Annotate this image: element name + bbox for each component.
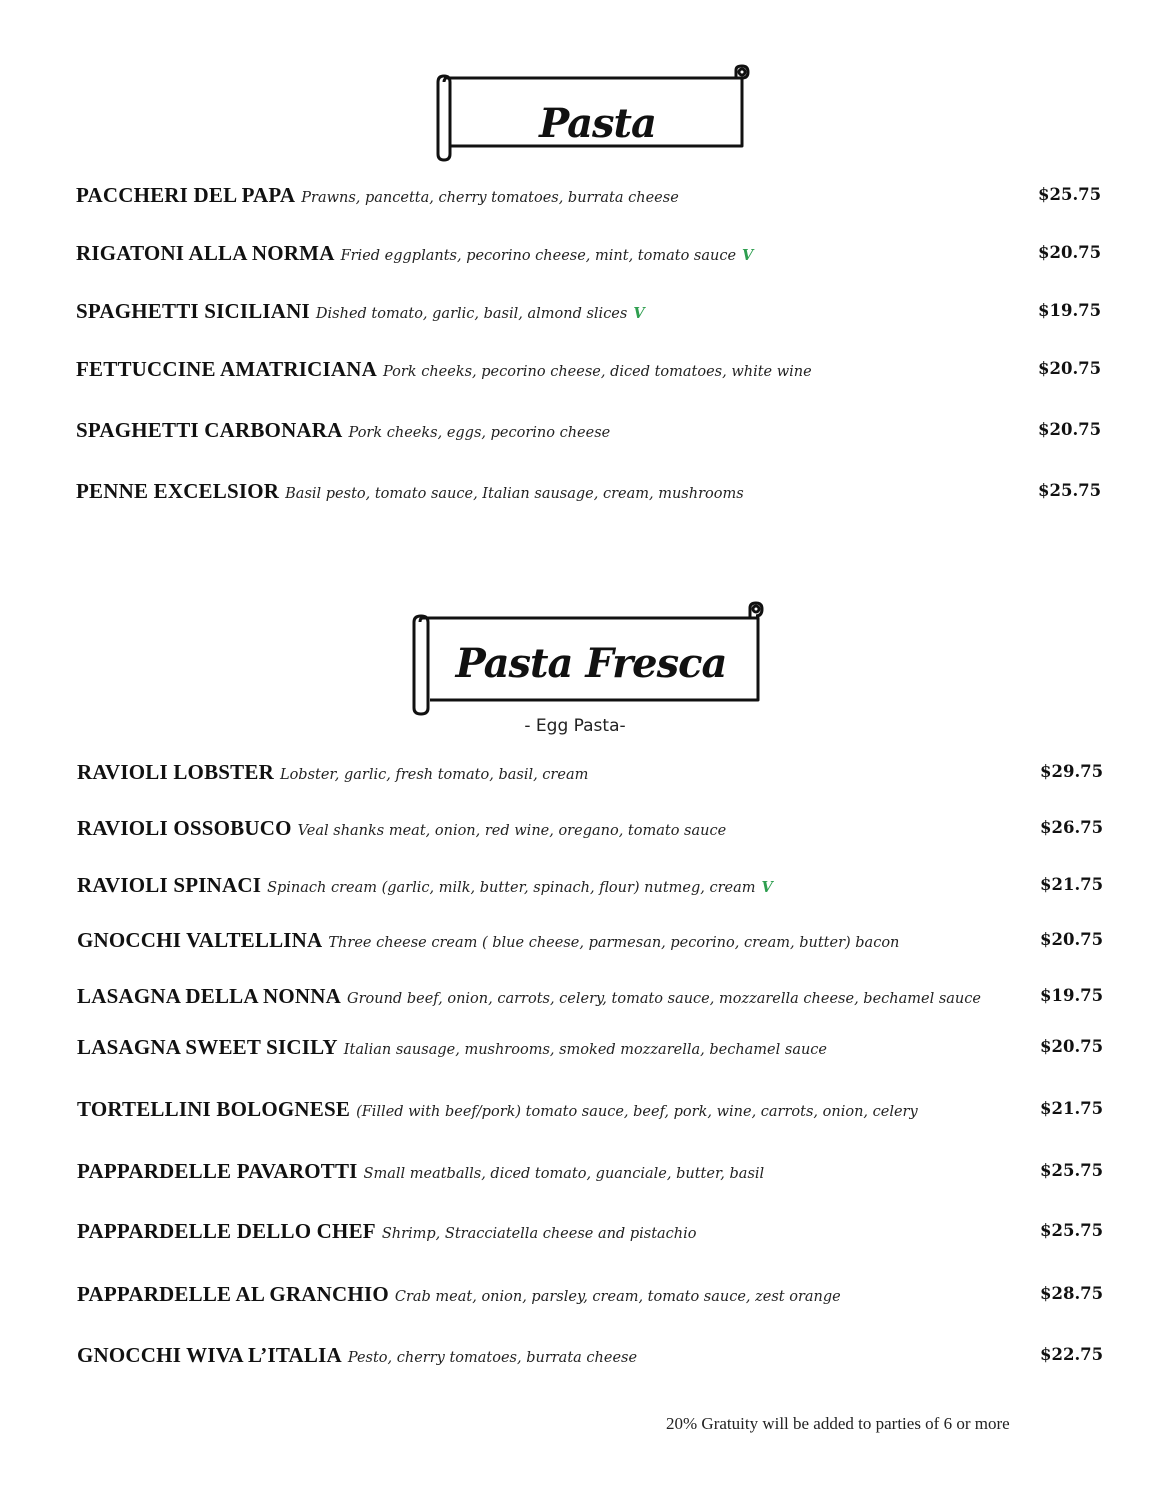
menu-item-description: Shrimp, Stracciatella cheese and pistachio [381,1226,697,1242]
menu-item-name: RAVIOLI LOBSTER [77,760,274,784]
vegetarian-badge: V [761,879,773,896]
menu-item [77,1340,637,1373]
menu-item-name: RIGATONI ALLA NORMA [76,241,335,265]
menu-item-description: (Filled with beef/pork) tomato sauce, beef, pork, wine, carrots, onion, celery [356,1104,918,1120]
menu-item [76,476,744,509]
menu-item-name: LASAGNA SWEET SICILY [77,1035,338,1059]
menu-item-description: Dished tomato, garlic, basil, almond slices [315,306,628,322]
menu-item-price: $25.75 [1040,1221,1104,1240]
section-banner-pasta [430,62,755,162]
menu-item [77,1032,827,1065]
menu-item-price: $25.75 [1038,481,1102,500]
menu-item [76,296,645,329]
menu-item-price: $20.75 [1038,420,1102,439]
menu-item-description: Lobster, garlic, fresh tomato, basil, cream [279,767,589,783]
menu-item-price: $20.75 [1040,930,1104,949]
section-title: Pasta [539,100,656,147]
menu-item-name: SPAGHETTI SICILIANI [76,299,310,323]
menu-item-price: $21.75 [1040,1099,1104,1118]
menu-item-price: $20.75 [1040,1037,1104,1056]
menu-item-name: PAPPARDELLE AL GRANCHIO [77,1282,389,1306]
menu-item [77,925,899,958]
vegetarian-badge: V [742,247,754,264]
menu-item [76,238,753,271]
menu-item-name: PAPPARDELLE PAVAROTTI [77,1159,358,1183]
menu-item-description: Crab meat, onion, parsley, cream, tomato sauce, zest orange [394,1289,841,1305]
vegetarian-badge: V [633,305,645,322]
menu-item-description: Fried eggplants, pecorino cheese, mint, tomato sauce [340,248,737,264]
menu-item-price: $22.75 [1040,1345,1104,1364]
menu-item [76,415,610,448]
menu-item-name: PENNE EXCELSIOR [76,479,280,503]
menu-item-name: SPAGHETTI CARBONARA [76,418,343,442]
menu-item-price: $29.75 [1040,762,1104,781]
menu-item-price: $21.75 [1040,875,1104,894]
gratuity-note: 20% Gratuity will be added to parties of 6 or more [666,1414,1010,1433]
menu-item-description: Veal shanks meat, onion, red wine, oregano, tomato sauce [297,823,727,839]
menu-item-price: $26.75 [1040,818,1104,837]
menu-item-name: PAPPARDELLE DELLO CHEF [77,1219,376,1243]
menu-item-name: RAVIOLI OSSOBUCO [77,816,292,840]
section-title: Pasta Fresca [455,640,727,687]
menu-item-description: Ground beef, onion, carrots, celery, tomato sauce, mozzarella cheese, bechamel sauce [347,991,981,1007]
menu-item [76,180,679,213]
menu-item [77,1156,764,1189]
menu-item [77,813,726,846]
menu-item [77,757,588,790]
menu-item-price: $28.75 [1040,1284,1104,1303]
menu-item [77,1094,918,1127]
menu-item-description: Pork cheeks, pecorino cheese, diced tomatoes, white wine [382,364,812,380]
menu-item-name: GNOCCHI VALTELLINA [77,928,323,952]
menu-item-price: $25.75 [1038,185,1102,204]
menu-item-name: GNOCCHI WIVA L’ITALIA [77,1343,342,1367]
menu-item [77,981,981,1014]
menu-item [76,354,812,387]
menu-item-description: Pesto, cherry tomatoes, burrata cheese [347,1350,638,1366]
menu-item-name: FETTUCCINE AMATRICIANA [76,357,377,381]
menu-item-price: $25.75 [1040,1161,1104,1180]
menu-item-name: RAVIOLI SPINACI [77,873,262,897]
menu-item [77,870,773,903]
menu-item-name: TORTELLINI BOLOGNESE [77,1097,351,1121]
menu-item-description: Spinach cream (garlic, milk, butter, spinach, flour) nutmeg, cream [267,880,756,896]
menu-item-price: $19.75 [1040,986,1104,1005]
menu-item-description: Basil pesto, tomato sauce, Italian sausage, cream, mushrooms [285,486,744,502]
menu-item-description: Prawns, pancetta, cherry tomatoes, burrata cheese [301,190,679,206]
menu-item-price: $20.75 [1038,359,1102,378]
menu-item-name: LASAGNA DELLA NONNA [77,984,342,1008]
menu-item-price: $20.75 [1038,243,1102,262]
menu-item-name: PACCHERI DEL PAPA [76,183,296,207]
menu-item [77,1216,697,1249]
menu-item-description: Italian sausage, mushrooms, smoked mozzarella, bechamel sauce [343,1042,828,1058]
section-subtitle: - Egg Pasta- [524,716,626,736]
menu-item-price: $19.75 [1038,301,1102,320]
menu-item [77,1279,841,1312]
menu-item-description: Three cheese cream ( blue cheese, parmesan, pecorino, cream, butter) bacon [328,935,900,951]
menu-item-description: Pork cheeks, eggs, pecorino cheese [348,425,611,441]
section-banner-pasta-fresca [408,598,764,718]
menu-item-description: Small meatballs, diced tomato, guanciale, butter, basil [363,1166,765,1182]
